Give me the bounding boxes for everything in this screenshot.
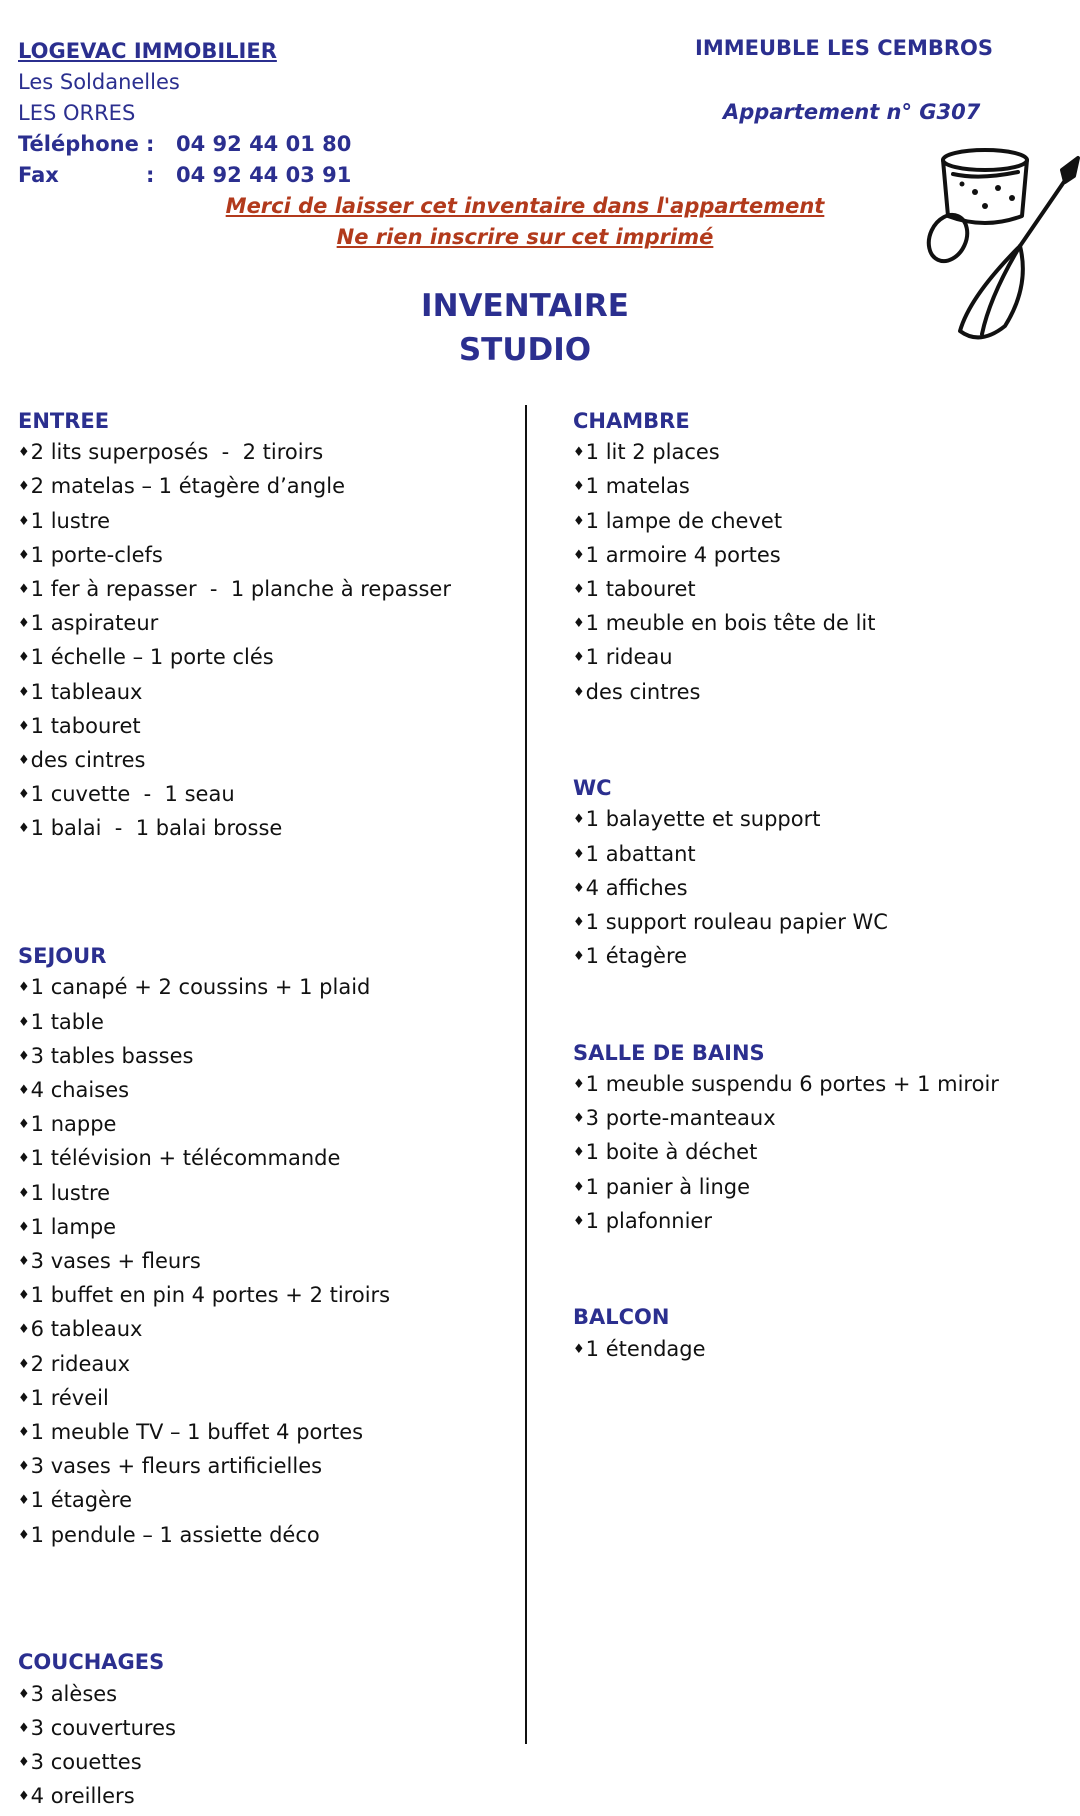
inventory-item: ♦ 1 lampe <box>18 1212 508 1246</box>
section-spacer <box>573 975 1073 1037</box>
agency-address-line2: LES ORRES <box>18 101 136 125</box>
inventory-item: ♦ 1 réveil <box>18 1383 508 1417</box>
section-sejour <box>18 941 508 1554</box>
phone-label: Téléphone <box>18 132 139 156</box>
section-spacer <box>18 1554 508 1648</box>
right-column <box>573 406 1073 1368</box>
inventory-item: ♦ 1 abattant <box>573 839 1073 873</box>
section-salle-de-bains <box>573 1038 1073 1240</box>
fax-row <box>18 160 352 191</box>
inventory-item: ♦ 1 lit 2 places <box>573 437 1073 471</box>
agency-name: LOGEVAC IMMOBILIER <box>18 39 277 63</box>
inventory-item: ♦ 1 buffet en pin 4 portes + 2 tiroirs <box>18 1280 508 1314</box>
inventory-item: ♦ 1 balayette et support <box>573 804 1073 838</box>
section-heading: BALCON <box>573 1305 670 1330</box>
section-heading: SEJOUR <box>18 944 107 969</box>
inventory-item: ♦ des cintres <box>573 677 1073 711</box>
inventory-item: ♦ 1 meuble en bois tête de lit <box>573 608 1073 642</box>
phone-number: 04 92 44 01 80 <box>176 132 352 156</box>
inventory-item: ♦ 1 lustre <box>18 1178 508 1212</box>
inventory-item: ♦ 1 cuvette - 1 seau <box>18 779 508 813</box>
left-column <box>18 406 508 1816</box>
inventory-item: ♦ 3 couettes <box>18 1747 508 1781</box>
inventory-item: ♦ 1 panier à linge <box>573 1172 1073 1206</box>
fax-number: 04 92 44 03 91 <box>176 163 352 187</box>
inventory-item: ♦ 1 canapé + 2 coussins + 1 plaid <box>18 972 508 1006</box>
inventory-item: ♦ 1 fer à repasser - 1 planche à repasser <box>18 574 508 608</box>
notice-line-1: Merci de laisser cet inventaire dans l'appartement <box>225 194 825 218</box>
inventory-item: ♦ 1 porte-clefs <box>18 540 508 574</box>
inventory-item: ♦ 1 boite à déchet <box>573 1137 1073 1171</box>
inventory-item: ♦ 4 chaises <box>18 1075 508 1109</box>
building-name: IMMEUBLE LES CEMBROS <box>695 36 994 60</box>
inventory-item: ♦ 1 meuble suspendu 6 portes + 1 miroir <box>573 1069 1073 1103</box>
inventory-item: ♦ 1 rideau <box>573 642 1073 676</box>
column-divider <box>525 405 527 1744</box>
section-spacer <box>18 848 508 942</box>
section-entree <box>18 406 508 848</box>
inventory-item: ♦ des cintres <box>18 745 508 779</box>
phone-row <box>18 129 352 160</box>
section-spacer <box>573 1240 1073 1302</box>
inventory-item: ♦ 1 lampe de chevet <box>573 506 1073 540</box>
inventory-item: ♦ 1 étagère <box>573 941 1073 975</box>
inventory-item: ♦ 3 porte-manteaux <box>573 1103 1073 1137</box>
inventory-item: ♦ 1 armoire 4 portes <box>573 540 1073 574</box>
inventory-item: ♦ 2 lits superposés - 2 tiroirs <box>18 437 508 471</box>
apartment-number: Appartement n° G307 <box>723 100 981 124</box>
inventory-item: ♦ 1 nappe <box>18 1109 508 1143</box>
inventory-item: ♦ 1 support rouleau papier WC <box>573 907 1073 941</box>
inventory-item: ♦ 1 meuble TV – 1 buffet 4 portes <box>18 1417 508 1451</box>
inventory-item: ♦ 1 pendule – 1 assiette déco <box>18 1520 508 1554</box>
inventory-item: ♦ 1 étendage <box>573 1334 1073 1368</box>
inventory-item: ♦ 1 matelas <box>573 471 1073 505</box>
inventory-item: ♦ 2 matelas – 1 étagère d’angle <box>18 471 508 505</box>
inventory-item: ♦ 4 oreillers <box>18 1781 508 1815</box>
inventory-item: ♦ 1 télévision + télécommande <box>18 1143 508 1177</box>
inventory-item: ♦ 3 tables basses <box>18 1041 508 1075</box>
notice-line-2: Ne rien inscrire sur cet imprimé <box>336 225 714 249</box>
whisk-and-cup-icon <box>920 146 1080 346</box>
inventory-item: ♦ 1 échelle – 1 porte clés <box>18 642 508 676</box>
inventory-item: ♦ 1 lustre <box>18 506 508 540</box>
inventory-item: ♦ 2 rideaux <box>18 1349 508 1383</box>
inventory-item: ♦ 1 plafonnier <box>573 1206 1073 1240</box>
inventory-item: ♦ 1 table <box>18 1007 508 1041</box>
document-subtitle: STUDIO <box>458 332 592 368</box>
inventory-item: ♦ 6 tableaux <box>18 1314 508 1348</box>
section-wc <box>573 773 1073 975</box>
section-chambre <box>573 406 1073 711</box>
inventory-item: ♦ 1 tabouret <box>18 711 508 745</box>
section-heading: ENTREE <box>18 409 110 433</box>
inventory-item: ♦ 3 vases + fleurs <box>18 1246 508 1280</box>
inventory-item: ♦ 1 balai - 1 balai brosse <box>18 813 508 847</box>
inventory-item: ♦ 1 aspirateur <box>18 608 508 642</box>
section-balcon <box>573 1302 1073 1367</box>
fax-separator: : <box>146 163 155 187</box>
inventory-item: ♦ 3 alèses <box>18 1679 508 1713</box>
agency-block <box>18 36 352 191</box>
inventory-item: ♦ 1 tabouret <box>573 574 1073 608</box>
inventory-item: ♦ 1 étagère <box>18 1485 508 1519</box>
section-spacer <box>573 711 1073 773</box>
section-heading: SALLE DE BAINS <box>573 1040 765 1065</box>
section-heading: WC <box>573 776 612 801</box>
inventory-item: ♦ 4 affiches <box>573 873 1073 907</box>
section-heading: CHAMBRE <box>573 409 690 433</box>
inventory-item: ♦ 3 vases + fleurs artificielles <box>18 1451 508 1485</box>
section-heading: COUCHAGES <box>18 1650 165 1675</box>
document-title: INVENTAIRE <box>421 288 629 324</box>
inventory-item: ♦ 1 tableaux <box>18 677 508 711</box>
phone-separator: : <box>146 132 155 156</box>
section-couchages <box>18 1647 508 1815</box>
agency-address-line1: Les Soldanelles <box>18 70 180 94</box>
fax-label: Fax <box>18 163 59 187</box>
inventory-item: ♦ 3 couvertures <box>18 1713 508 1747</box>
